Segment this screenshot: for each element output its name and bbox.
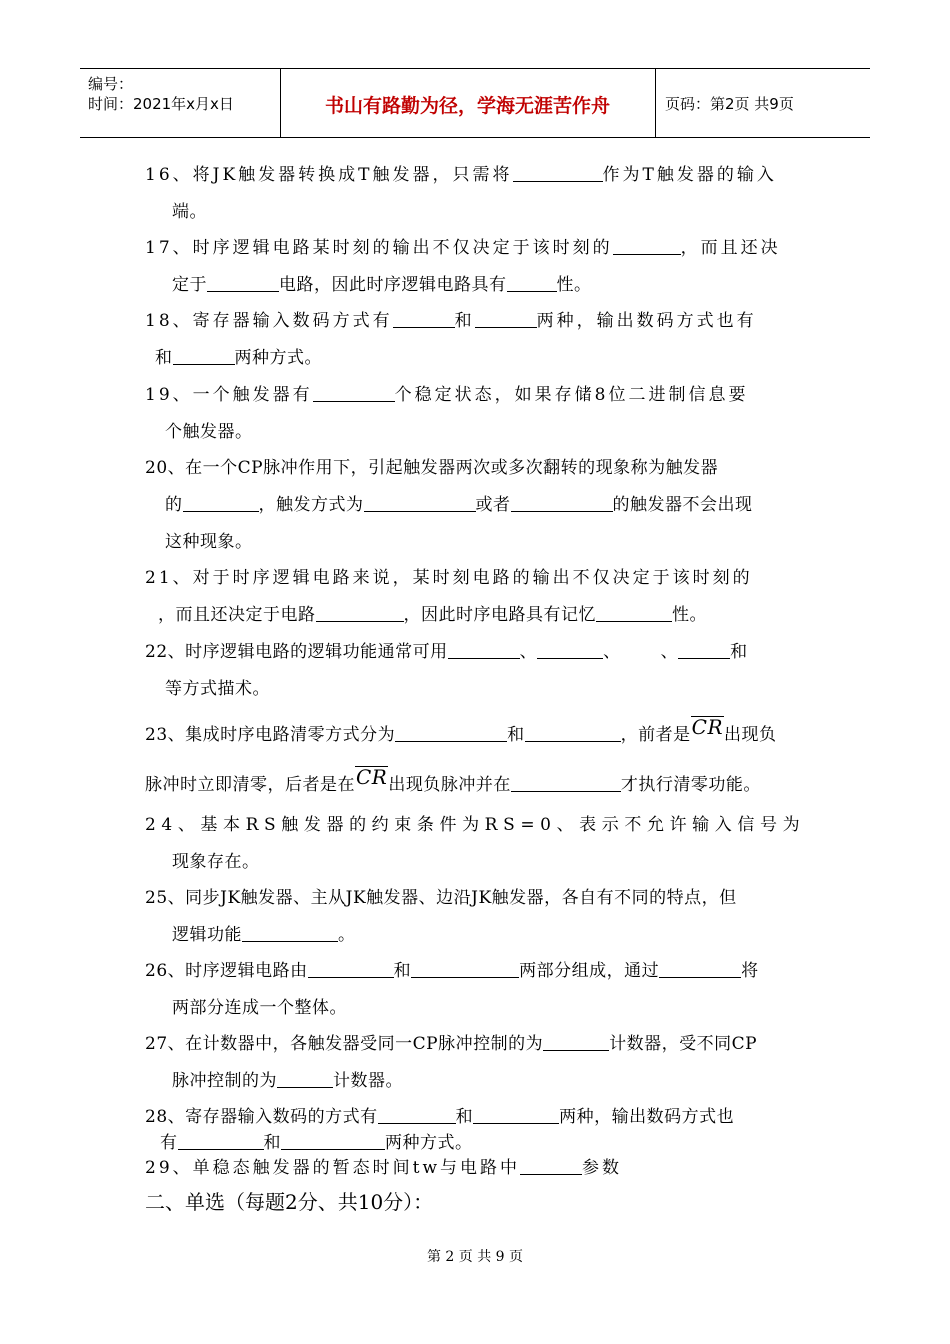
question-28-line-2: 有 和 两种方式。 — [160, 1133, 473, 1153]
answer-blank[interactable] — [475, 311, 537, 328]
answer-blank[interactable] — [511, 775, 621, 792]
question-22-line-2: 等方式描术。 — [165, 679, 270, 699]
answer-blank[interactable] — [393, 311, 455, 328]
header-meta-cell — [80, 69, 281, 137]
question-18-line-1: 18、寄存器输入数码方式有 和 两种，输出数码方式也有 — [145, 311, 757, 331]
answer-blank[interactable] — [178, 1133, 264, 1150]
document-number-label: 编号： — [88, 75, 134, 93]
answer-blank[interactable] — [183, 495, 259, 512]
cr-overline-symbol: CR — [356, 765, 388, 789]
question-19-line-1: 19、一个触发器有 个稳定状态，如果存储8位二进制信息要 — [145, 385, 749, 405]
answer-blank[interactable] — [242, 925, 338, 942]
question-26-line-2: 两部分连成一个整体。 — [172, 998, 347, 1018]
answer-blank[interactable] — [281, 1133, 385, 1150]
question-25-line-2: 逻辑功能 。 — [172, 925, 356, 945]
answer-blank[interactable] — [678, 642, 730, 659]
question-27-line-1: 27、在计数器中，各触发器受同一CP脉冲控制的为 计数器，受不同CP — [145, 1034, 758, 1054]
answer-blank[interactable] — [308, 961, 394, 978]
answer-blank[interactable] — [364, 495, 476, 512]
cr-overline-symbol: CR — [691, 715, 724, 739]
answer-blank[interactable] — [473, 1107, 559, 1124]
header-motto: 书山有路勤为径，学海无涯苦作舟 — [324, 95, 610, 117]
question-23-line-1: 23、集成时序电路清零方式分为 和 ，前者是CR出现负 — [145, 715, 777, 745]
question-16-line-2: 端。 — [172, 202, 207, 222]
question-22-line-1: 22、时序逻辑电路的逻辑功能通常可用 、 、 、 和 — [145, 642, 748, 662]
question-17-line-1: 17、时序逻辑电路某时刻的输出不仅决定于该时刻的 ，而且还决 — [145, 238, 781, 258]
question-21-line-2: ，而且还决定于电路 ，因此时序电路具有记忆 性。 — [158, 605, 707, 625]
answer-blank[interactable] — [507, 275, 557, 292]
question-16-line-1: 16、将JK触发器转换成T触发器，只需将 作为T触发器的输入 — [145, 165, 777, 185]
answer-blank[interactable] — [525, 725, 621, 742]
answer-blank[interactable] — [613, 238, 681, 255]
header-page-info: 页码：第2页 共9页 — [665, 95, 794, 113]
page-header — [80, 68, 870, 138]
question-27-line-2: 脉冲控制的为 计数器。 — [172, 1071, 403, 1091]
answer-blank[interactable] — [378, 1107, 456, 1124]
answer-blank[interactable] — [316, 605, 404, 622]
question-24-line-2: 现象存在。 — [172, 852, 260, 872]
header-motto-cell — [280, 69, 656, 137]
question-17-line-2: 定于 电路，因此时序逻辑电路具有 性。 — [172, 275, 592, 295]
answer-blank[interactable] — [511, 495, 613, 512]
question-20-line-1: 20、在一个CP脉冲作用下，引起触发器两次或多次翻转的现象称为触发器 — [145, 458, 719, 478]
answer-blank[interactable] — [596, 605, 672, 622]
answer-blank[interactable] — [448, 642, 520, 659]
question-21-line-1: 21、对于时序逻辑电路来说，某时刻电路的输出不仅决定于该时刻的 — [145, 568, 753, 588]
answer-blank[interactable] — [513, 165, 603, 182]
question-29-line-1: 29、单稳态触发器的暂态时间tw与电路中 参数 — [145, 1158, 623, 1178]
answer-blank[interactable] — [313, 385, 395, 402]
answer-blank[interactable] — [277, 1071, 333, 1088]
answer-blank[interactable] — [207, 275, 279, 292]
answer-blank[interactable] — [395, 725, 507, 742]
section-title-single-choice: 二、单选（每题2分、共10分）： — [145, 1190, 434, 1214]
question-20-line-3: 这种现象。 — [165, 532, 253, 552]
header-page-cell — [655, 69, 870, 137]
document-time-label: 时间：2021年x月x日 — [88, 95, 234, 113]
answer-blank[interactable] — [537, 642, 603, 659]
question-25-line-1: 25、同步JK触发器、主从JK触发器、边沿JK触发器，各自有不同的特点，但 — [145, 888, 737, 908]
question-26-line-1: 26、时序逻辑电路由 和 两部分组成，通过 将 — [145, 961, 759, 981]
page-footer: 第 2 页 共 9 页 — [426, 1249, 524, 1265]
question-24-line-1: 24、基本RS触发器的约束条件为RS=0、表示不允许输入信号为 — [145, 815, 806, 835]
question-18-line-2: 和 两种方式。 — [155, 348, 322, 368]
question-23-line-2: 脉冲时立即清零，后者是在CR出现负脉冲并在 才执行清零功能。 — [145, 765, 761, 795]
answer-blank[interactable] — [543, 1034, 609, 1051]
question-20-line-2: 的 ，触发方式为 或者 的触发器不会出现 — [165, 495, 753, 515]
answer-blank[interactable] — [659, 961, 741, 978]
answer-blank[interactable] — [411, 961, 519, 978]
question-28-line-1: 28、寄存器输入数码的方式有 和 两种，输出数码方式也 — [145, 1107, 735, 1127]
answer-blank[interactable] — [173, 348, 235, 365]
question-19-line-2: 个触发器。 — [165, 422, 253, 442]
answer-blank[interactable] — [520, 1158, 582, 1175]
